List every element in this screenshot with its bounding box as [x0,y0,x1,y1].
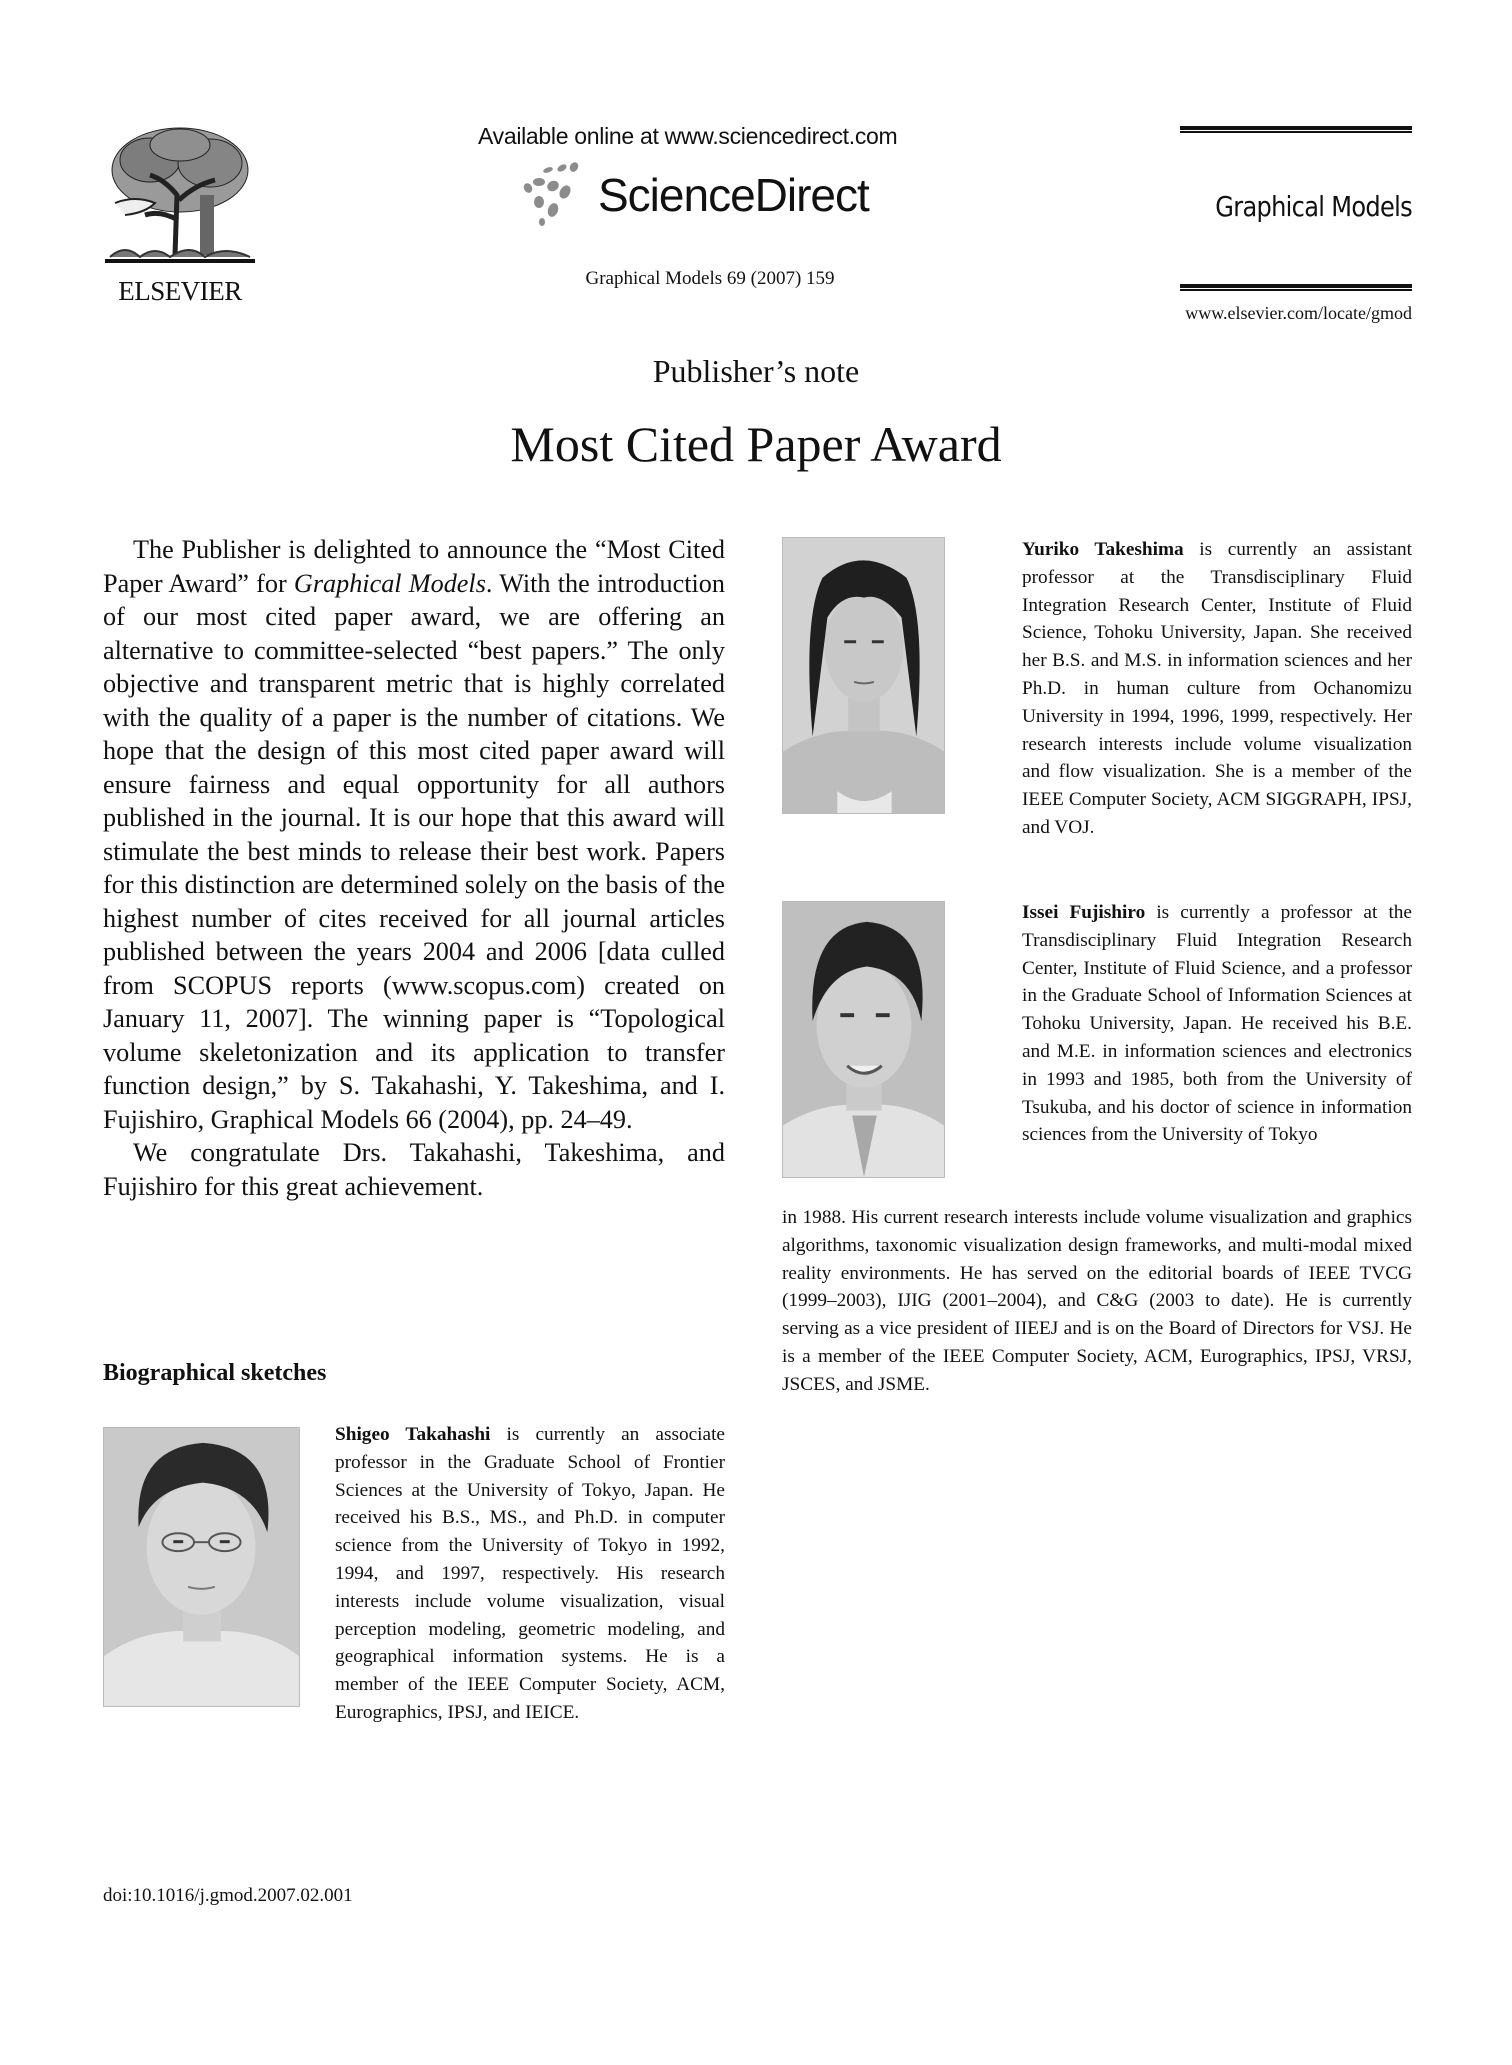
elsevier-wordmark: ELSEVIER [118,276,242,306]
author-name: Issei Fujishiro [1022,902,1146,923]
journal-name-italic: Graphical Models [293,568,486,598]
author-photo-takahashi [103,1427,300,1707]
author-photo-fujishiro [782,901,945,1178]
author-name: Yuriko Takeshima [1022,539,1184,560]
bio-text: is currently a professor at the Transdisciplinary Fluid Integration Research Center, Institute of Fluid Science, and a professor in the Graduate School of Information Sciences at Tohoku University, Japan. He received his B.E. and M.E. in information sciences and electronics in 1993 and 1985, both from the University of Tsukuba, and his doctor of science in information sciences from the University of Tokyo [1022,902,1412,1146]
header-rule-top [1180,126,1412,133]
sciencedirect-wordmark: ScienceDirect [598,169,869,221]
elsevier-logo [105,125,255,306]
author-name: Shigeo Takahashi [335,1424,491,1445]
sciencedirect-dots-icon [520,160,590,230]
bio-takeshima [1022,536,1412,842]
bio-fujishiro [1022,899,1412,1149]
article-body [103,533,725,1203]
paragraph-congratulations: We congratulate Drs. Takahashi, Takeshima, and Fujishiro for this great achievement. [103,1138,725,1201]
paragraph-text: The Publisher is delighted to announce the “Most Cited Paper Award” for [103,535,725,598]
bio-text: is currently an assistant professor at the Transdisciplinary Fluid Integration Research Center, Institute of Fluid Science, Tohoku University, Japan. She received her B.S. and M.S. in information sciences and her Ph.D. in human culture from Ochanomizu University in 1994, 1996, 1999, respectively. Her research interests include volume visualization and flow visualization. She is a member of the IEEE Computer Society, ACM SIGGRAPH, IPSJ, and VOJ. [1022,539,1412,838]
section-label: Publisher’s note [652,353,860,389]
paragraph-text: . With the introduction of our most cited paper award, we are offering an alternative to committee-selected “best papers.” The only objective and transparent metric that is highly correlated with the quality of a paper is the number of citations. We hope that the design of this most cited paper award will ensure fairness and equal opportunity for all authors published in the journal. It is our hope that this award will stimulate the best minds to release their best work. Papers for this distinction are determined solely on the basis of the highest number of cites received for all journal articles published between the years 2004 and 2006 [data culled from SCOPUS reports (www.scopus.com) created on January 11, 2007]. The winning paper is “Topological volume skeletonization and its application to transfer function design,” by S. Takahashi, Y. Takeshima, and I. Fujishiro, Graphical Models 66 (2004), pp. 24–49. [103,568,725,1134]
paragraph-announcement [103,533,725,1136]
portrait-icon [783,902,944,1177]
bio-section-heading: Biographical sketches [103,1360,327,1386]
sciencedirect-logo [520,160,869,230]
elsevier-tree-icon [105,125,255,265]
journal-citation: Graphical Models 69 (2007) 159 [585,268,835,289]
author-photo-takeshima [782,537,945,814]
available-online-text: Available online at www.sciencedirect.com [478,123,898,149]
header-rule-bottom [1180,284,1412,291]
doi-identifier[interactable]: doi:10.1016/j.gmod.2007.02.001 [103,1885,353,1906]
bio-text: is currently an associate professor in the Graduate School of Frontier Sciences at the University of Tokyo, Japan. He received his B.S., MS., and Ph.D. in computer science from the University of Tokyo in 1992, 1994, and 1997, respectively. His research interests include volume visualization, visual perception modeling, geometric modeling, and geographical information systems. He is a member of the IEEE Computer Society, ACM, Eurographics, IPSJ, and IEICE. [335,1424,725,1723]
portrait-icon [104,1428,299,1706]
bio-fujishiro-continued: in 1988. His current research interests include volume visualization and graphics algorithms, taxonomic visualization design frameworks, and multi-modal mixed reality environments. He has served on the editorial boards of IEEE TVCG (1999–2003), IJIG (2001–2004), and C&G (2003 to date). He is currently serving as a vice president of IIEEJ and is on the Board of Directors for VSJ. He is a member of the IEEE Computer Society, ACM, Eurographics, IPSJ, VRSJ, JSCES, and JSME. [782,1207,1412,1395]
portrait-icon [783,538,944,813]
bio-takahashi [335,1421,725,1727]
journal-name: Graphical Models [1215,190,1412,223]
page-title: Most Cited Paper Award [510,416,1002,472]
journal-url[interactable]: www.elsevier.com/locate/gmod [1185,303,1412,323]
